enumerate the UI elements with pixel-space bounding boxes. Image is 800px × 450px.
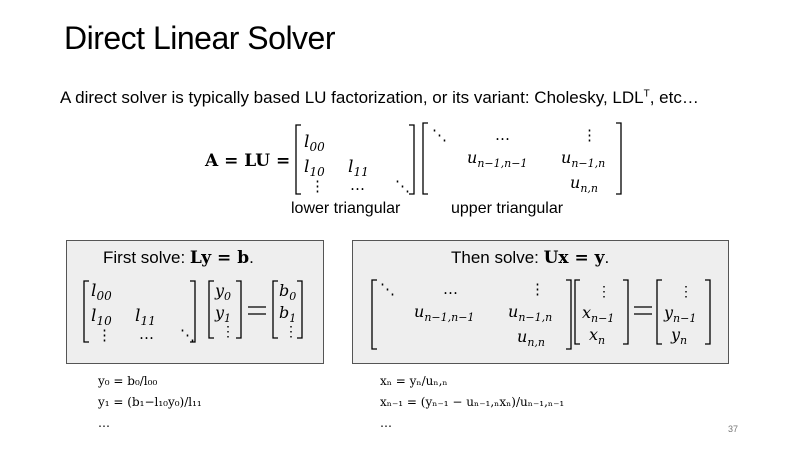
y2-vdots: ⋮ (679, 284, 693, 300)
x-vdots: ⋮ (597, 284, 611, 300)
upper-triangular-label: upper triangular (451, 200, 564, 217)
U2-vdots: ⋮ (530, 280, 545, 298)
x-bracket-left (575, 280, 580, 344)
lower-triangular-label: lower triangular (291, 200, 401, 217)
b-bracket-left (273, 281, 278, 338)
forward-step-3: … (98, 416, 110, 430)
back-step-1: xₙ = yₙ/uₙ,ₙ (380, 374, 448, 388)
U-entry-n1n: $u_{n-1,n}$ (561, 148, 606, 170)
b-entry-0: $b_0$ (279, 281, 297, 303)
back-step-2: xₙ₋₁ = (yₙ₋₁ − uₙ₋₁,ₙxₙ)/uₙ₋₁,ₙ₋₁ (380, 395, 565, 409)
U2-ddots: ⋱ (380, 280, 395, 298)
U2-bracket-left (372, 280, 377, 349)
y2-bracket-right (705, 280, 710, 344)
equals-sign-2 (634, 307, 652, 314)
L2-bracket-left (84, 281, 89, 342)
y-entry-0: $y_0$ (215, 281, 232, 303)
y2-entry-n1: $y_{n-1}$ (664, 303, 697, 325)
U-bracket-left (423, 123, 428, 194)
y2-entry-n: $y_n$ (671, 325, 688, 347)
y2-bracket-left (657, 280, 662, 344)
L-entry-10: $l_{10}$ (304, 157, 325, 179)
intro-superscript: T (643, 88, 650, 100)
U-hdots: … (495, 126, 510, 144)
U2-entry-n1n: $u_{n-1,n}$ (508, 302, 553, 324)
U2-entry-nn: $u_{n,n}$ (517, 327, 545, 349)
forward-step-2: y₁ = (b₁−l₁₀y₀)/l₁₁ (98, 395, 202, 409)
b-entry-1: $b_1$ (279, 303, 297, 325)
x-bracket-right (623, 280, 628, 344)
first-solve-period: . (249, 248, 254, 267)
b-vdots: ⋮ (284, 324, 298, 340)
L2-entry-10: $l_{10}$ (91, 306, 112, 328)
first-solve-equation: Ly = b (189, 248, 250, 268)
L2-entry-11: $l_{11}$ (135, 306, 156, 328)
L2-vdots: ⋮ (97, 326, 112, 344)
L-hdots: … (350, 176, 365, 194)
y-vdots: ⋮ (221, 324, 235, 340)
intro-end: , etc… (649, 88, 699, 107)
L-ddots: ⋱ (395, 177, 410, 195)
forward-substitution-steps (98, 371, 202, 434)
y-entry-1: $y_1$ (215, 303, 232, 325)
first-solve-label: First solve: (103, 248, 190, 267)
y-bracket-left (209, 281, 214, 338)
U-vdots: ⋮ (582, 126, 597, 144)
U2-entry-n1n1: $u_{n-1,n-1}$ (414, 302, 475, 324)
L-vdots: ⋮ (310, 177, 325, 195)
U-bracket-right (616, 123, 621, 194)
L2-hdots: … (139, 325, 154, 343)
U-ddots: ⋱ (432, 126, 447, 144)
slide-title: Direct Linear Solver (64, 20, 335, 56)
then-solve-label: Then solve: (451, 248, 544, 267)
U2-hdots: … (443, 280, 458, 298)
page-number: 37 (727, 424, 738, 434)
L-bracket-left (296, 125, 301, 194)
then-solve-equation: Ux = y (543, 248, 605, 268)
back-substitution-steps (380, 371, 564, 434)
factorization-lhs: A = LU = (205, 151, 291, 171)
equals-sign-1 (248, 307, 266, 314)
L-entry-00: $l_{00}$ (304, 132, 325, 154)
back-step-3: … (380, 416, 392, 430)
intro-main: A direct solver is typically based LU factorization, or its variant: Cholesky, LDL (60, 88, 644, 107)
x-entry-n1: $x_{n-1}$ (582, 303, 615, 325)
U2-bracket-right (566, 280, 571, 349)
forward-step-1: y₀ = b₀/l₀₀ (98, 374, 158, 388)
x-entry-n: $x_n$ (589, 325, 606, 347)
U-entry-nn: $u_{n,n}$ (570, 173, 598, 195)
L2-entry-00: $l_{00}$ (91, 281, 112, 303)
y-bracket-right (236, 281, 241, 338)
L2-ddots: ⋱ (180, 326, 195, 344)
L-entry-11: $l_{11}$ (348, 157, 369, 179)
U-entry-n1n1: $u_{n-1,n-1}$ (467, 148, 528, 170)
then-solve-period: . (604, 248, 610, 267)
